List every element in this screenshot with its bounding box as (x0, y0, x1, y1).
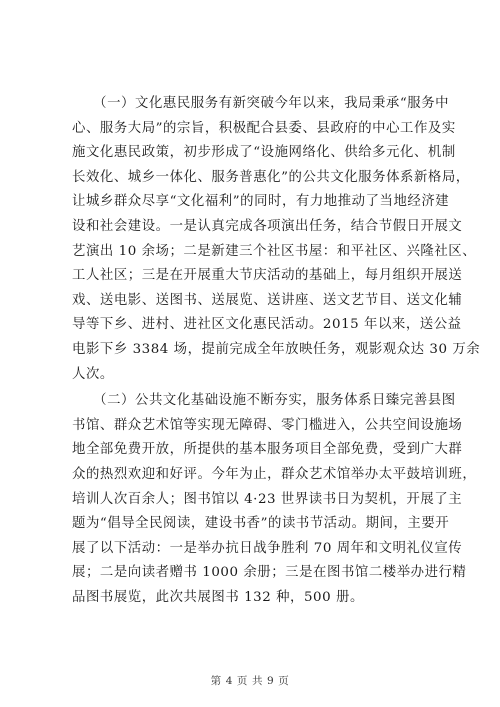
text-line: 心、服务大局”的宗旨，积极配合县委、县政府的中心工作及实 (72, 120, 456, 136)
page-footer (0, 673, 500, 688)
text-line: 展；二是向读者赠书 1000 余册；三是在图书馆二楼举办进行精 (72, 565, 467, 581)
paragraph-cultural-services (72, 92, 481, 387)
text-line: 培训人次百余人；图书馆以 4·23 世界读书日为契机，开展了主 (72, 491, 463, 507)
document-body (72, 92, 481, 612)
text-line: 戏、送电影、送图书、送展览、送讲座、送文艺节目、送文化辅 (72, 292, 463, 308)
text-line: 展了以下活动：一是举办抗日战争胜利 70 周年和文明礼仪宣传 (72, 540, 463, 556)
text-line: 设和社会建设。一是认真完成各项演出任务，结合节假日开展文 (72, 218, 463, 234)
text-line: 人次。 (72, 366, 114, 382)
text-line: 品图书展览，此次共展图书 132 种，500 册。 (72, 589, 364, 605)
text-line: （一）文化惠民服务有新突破今年以来，我局秉承“服务中 (72, 96, 450, 111)
text-line: 导等下乡、进村、进社区文化惠民活动。2015 年以来，送公益 (72, 317, 462, 333)
text-line: 书馆、群众艺术馆等实现无障碍、零门槛进入，公共空间设施场 (72, 417, 463, 433)
text-line: 题为“倡导全民阅读，建设书香”的读书节活动。期间，主要开 (72, 516, 450, 532)
text-line: 施文化惠民政策，初步形成了“设施网络化、供给多元化、机制 (72, 145, 456, 161)
text-line: 长效化、城乡一体化、服务普惠化”的公共文化服务体系新格局， (72, 169, 470, 185)
text-line: 让城乡群众尽享“文化福利”的同时，有力地推动了当地经济建 (72, 194, 450, 210)
text-line: 艺演出 10 余场；二是新建三个社区书屋：和平社区、兴隆社区、 (72, 243, 477, 259)
page-number: 第 4 页 共 9 页 (210, 675, 290, 687)
text-line: 工人社区；三是在开展重大节庆活动的基础上，每月组织开展送 (72, 268, 463, 284)
text-line: 电影下乡 3384 场，提前完成全年放映任务，观影观众达 30 万余 (72, 341, 481, 357)
paragraph-public-facilities (72, 389, 477, 610)
text-line: 众的热烈欢迎和好评。今年为止，群众艺术馆举办太平鼓培训班， (72, 466, 477, 482)
text-line: 地全部免费开放，所提供的基本服务项目全部免费，受到广大群 (72, 442, 463, 458)
text-line: （二）公共文化基础设施不断夯实，服务体系日臻完善县图 (72, 393, 456, 409)
